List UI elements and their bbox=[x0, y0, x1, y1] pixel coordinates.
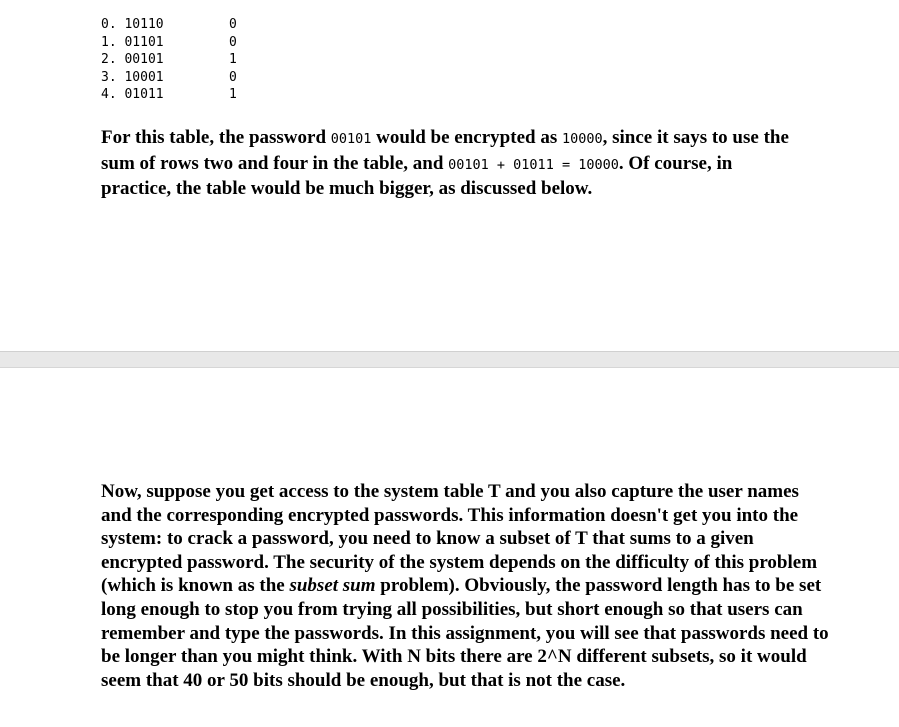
subset-table bbox=[101, 16, 249, 104]
row-index: 2. bbox=[101, 52, 117, 68]
page-break-divider bbox=[0, 351, 899, 368]
row-flag: 1 bbox=[229, 87, 237, 103]
table-row bbox=[101, 51, 249, 69]
inline-code: 00101 bbox=[330, 131, 372, 147]
subset-sum-paragraph: Now, suppose you get access to the system table T and you also capture the user names and the corresponding encrypted passwords. This information doesn't get you into the system: to crack a password, you need to know a subset of T that sums to a given encrypted password. The security of the system depends on the difficulty of this problem (which is known as the subset sum problem). Obviously, the password length has to be set long enough to stop you from trying all possibilities, but short enough so that users can remember and type the passwords. In this assignment, you will see that passwords need to be longer than you might think. With N bits there are 2^N different subsets, so it would seem that 40 or 50 bits should be enough, but that is not the case. bbox=[101, 481, 829, 691]
emphasis-term: subset sum bbox=[289, 575, 376, 597]
row-flag: 1 bbox=[229, 52, 237, 68]
inline-code: 10000 bbox=[561, 131, 603, 147]
row-bits: 01101 bbox=[124, 34, 164, 50]
row-index: 1. bbox=[101, 34, 117, 50]
table-row bbox=[101, 86, 249, 104]
row-bits: 10110 bbox=[124, 17, 164, 32]
table-row bbox=[101, 69, 249, 87]
inline-code: 00101 + 01011 = 10000 bbox=[448, 156, 619, 173]
row-flag: 0 bbox=[229, 69, 237, 85]
table-row bbox=[101, 34, 249, 52]
table-row bbox=[101, 16, 249, 34]
table-explanation-paragraph: For this table, the password 00101 would be encrypted as 10000, since it says to use the sum of rows two and four in the table, and 00101 + 01011 = 10000. Of course, in practice, the table would be much bigger, as discussed below. bbox=[101, 127, 789, 200]
row-flag: 0 bbox=[229, 34, 237, 50]
row-index: 0. bbox=[101, 17, 117, 32]
row-bits: 00101 bbox=[124, 52, 164, 68]
row-flag: 0 bbox=[229, 17, 237, 32]
row-index: 4. bbox=[101, 87, 117, 103]
row-index: 3. bbox=[101, 69, 117, 85]
row-bits: 10001 bbox=[124, 69, 164, 85]
row-bits: 01011 bbox=[124, 87, 164, 103]
